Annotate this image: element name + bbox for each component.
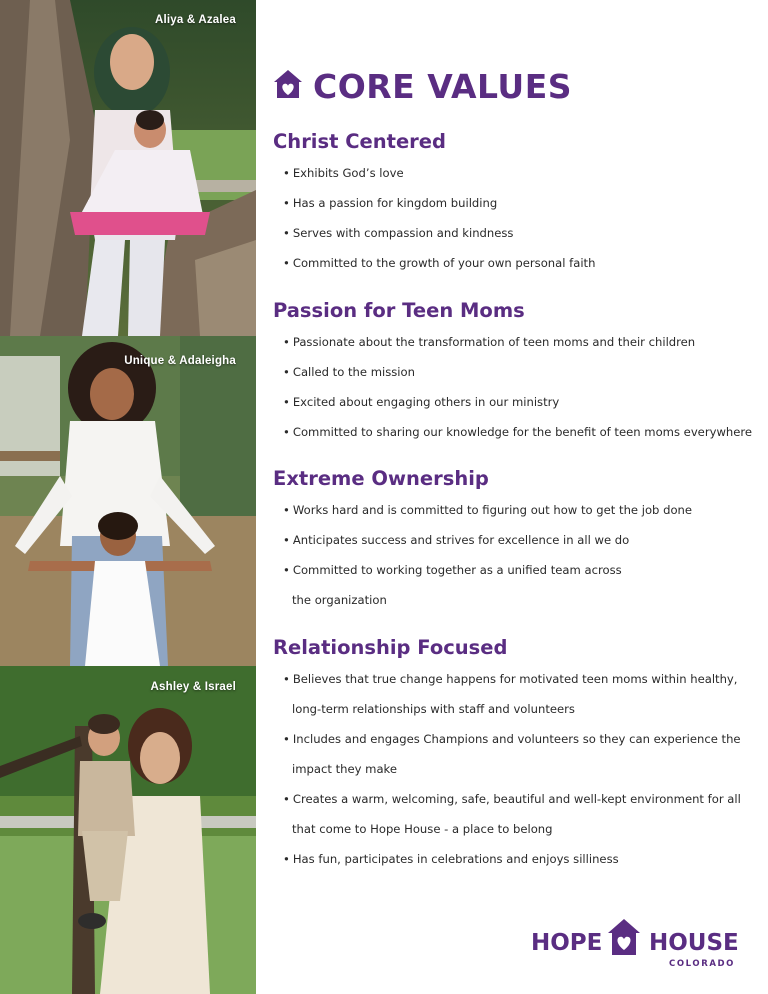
list-item: • Anticipates success and strives for excellence in all we do — [283, 533, 630, 547]
list-item-continuation: the organization — [292, 593, 387, 607]
photo-caption: Unique & Adaleigha — [124, 355, 236, 367]
list-item: • Committed to working together as a unified team across — [283, 563, 622, 577]
list-item: • Exhibits God’s love — [283, 166, 404, 180]
photo-ashley-israel — [0, 666, 256, 994]
logo-word-house: HOUSE — [649, 930, 739, 956]
section-title-christ-centered: Christ Centered — [273, 130, 446, 153]
logo-word-hope: HOPE — [531, 930, 603, 956]
section-title-extreme-ownership: Extreme Ownership — [273, 467, 489, 490]
list-item: • Committed to the growth of your own personal faith — [283, 256, 596, 270]
logo-subtitle: COLORADO — [669, 959, 736, 969]
list-item: • Serves with compassion and kindness — [283, 226, 514, 240]
photo-aliya-azalea — [0, 0, 256, 336]
list-item: • Includes and engages Champions and volunteers so they can experience the — [283, 732, 741, 746]
page-title — [273, 66, 572, 106]
section-title-relationship-focused: Relationship Focused — [273, 636, 508, 659]
house-heart-icon — [273, 69, 303, 104]
list-item: • Creates a warm, welcoming, safe, beautiful and well-kept environment for all — [283, 792, 741, 806]
list-item: • Believes that true change happens for motivated teen moms within healthy, — [283, 672, 738, 686]
photo-caption: Ashley & Israel — [150, 681, 236, 693]
list-item: • Has a passion for kingdom building — [283, 196, 498, 210]
list-item-continuation: impact they make — [292, 762, 397, 776]
list-item: • Works hard and is committed to figuring out how to get the job done — [283, 503, 693, 517]
list-item: • Has fun, participates in celebrations and enjoys silliness — [283, 852, 619, 866]
list-item-continuation: that come to Hope House - a place to belong — [292, 822, 553, 836]
photo-unique-adaleigha — [0, 336, 256, 666]
list-item: • Excited about engaging others in our ministry — [283, 395, 560, 409]
house-heart-icon — [607, 918, 641, 961]
hope-house-logo — [531, 918, 741, 970]
page-title-text: CORE VALUES — [313, 66, 573, 106]
list-item: • Committed to sharing our knowledge for the benefit of teen moms everywhere — [283, 425, 753, 439]
photo-column — [0, 0, 256, 994]
photo-caption: Aliya & Azalea — [155, 14, 236, 26]
list-item: • Passionate about the transformation of teen moms and their children — [283, 335, 696, 349]
list-item: • Called to the mission — [283, 365, 415, 379]
section-title-passion-for-teen-moms: Passion for Teen Moms — [273, 299, 525, 322]
list-item-continuation: long-term relationships with staff and volunteers — [292, 702, 575, 716]
